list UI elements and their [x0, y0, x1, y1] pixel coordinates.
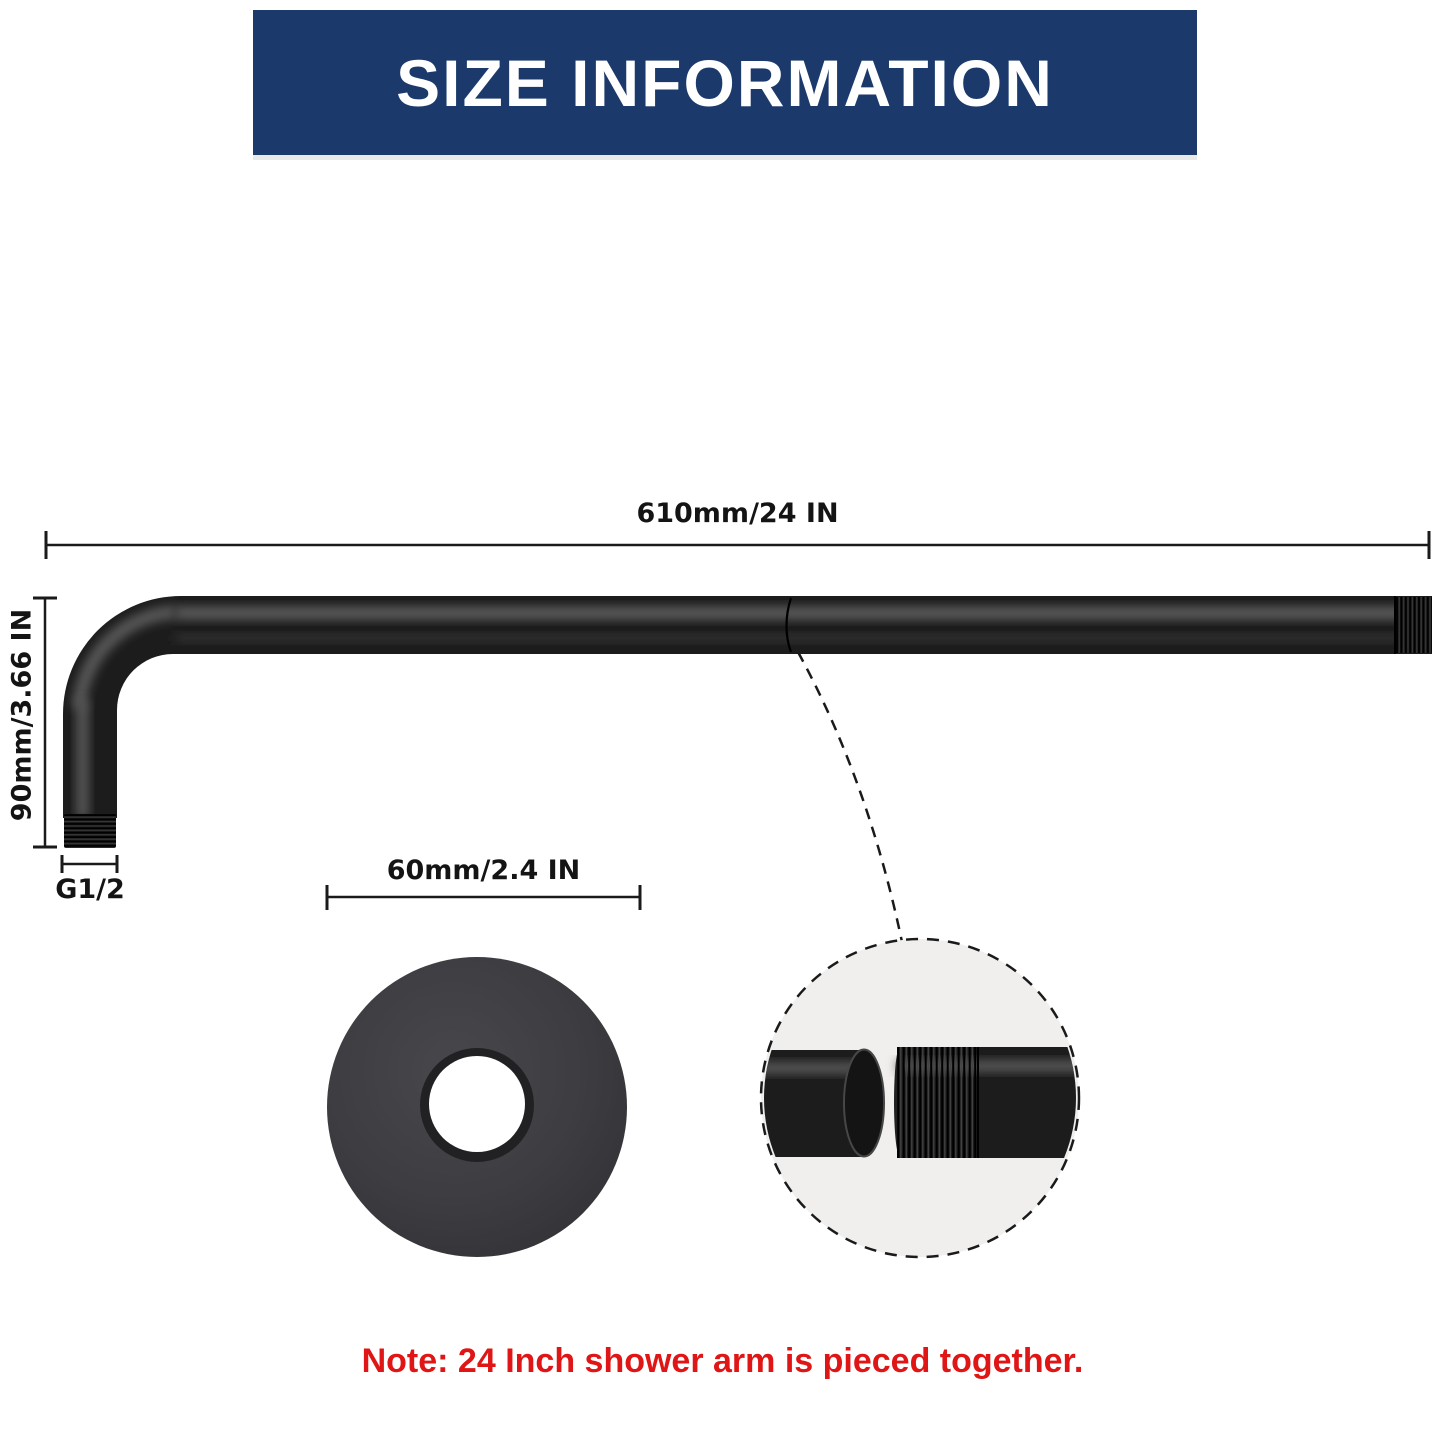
- detail-right-pipe: [894, 1047, 1090, 1158]
- arm-right-thread: [1395, 596, 1432, 654]
- leader-dashed-line: [798, 652, 902, 942]
- flange-diameter-label: 60mm/2.4 IN: [386, 855, 581, 886]
- dim-line-flange: [327, 885, 640, 910]
- thread-size-label: G1/2: [55, 874, 125, 905]
- flange-graphic: [327, 957, 627, 1257]
- arm-bottom-thread: [64, 814, 116, 848]
- detail-left-pipe: [750, 1050, 884, 1158]
- arm-height-label: 90mm/3.66 IN: [6, 608, 38, 822]
- arm-length-label: 610mm/24 IN: [636, 498, 839, 529]
- joint-detail-magnifier: [750, 939, 1090, 1257]
- arm-shading: [76, 606, 1432, 818]
- detail-contents: [750, 1047, 1090, 1158]
- page-title: SIZE INFORMATION: [396, 45, 1054, 120]
- dim-bracket-thread: [62, 855, 117, 873]
- note-text: Note: 24 Inch shower arm is pieced together.: [361, 1342, 1084, 1380]
- flange-hole: [429, 1056, 525, 1152]
- arm-body: [63, 596, 1432, 818]
- dim-line-length: [46, 531, 1429, 559]
- shower-arm-graphic: [63, 596, 1432, 848]
- dimension-lines: [33, 531, 1429, 910]
